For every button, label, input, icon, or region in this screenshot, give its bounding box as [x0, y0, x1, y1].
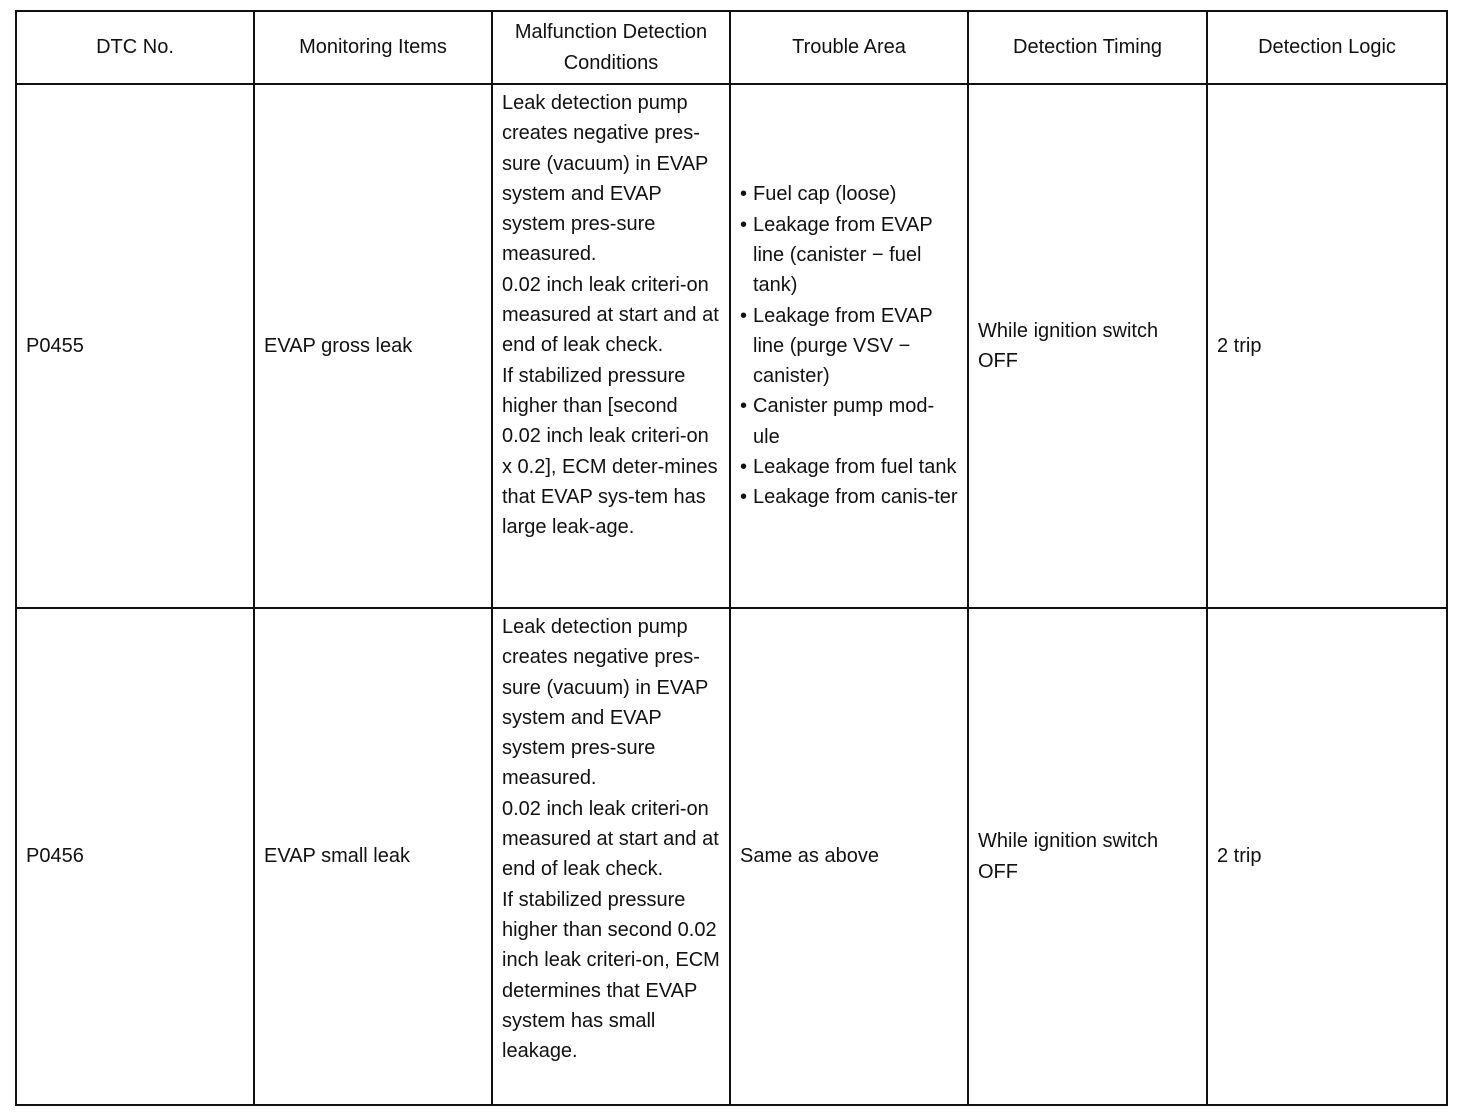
condition-paragraph: If stabilized pressure higher than second 0.02 inch leak criteri-on, ECM determines that EVAP system has small leakage.: [502, 888, 720, 1063]
monitoring-item: EVAP gross leak: [254, 84, 492, 608]
dtc-code: P0455: [16, 84, 254, 608]
bullet-icon: •: [740, 213, 748, 236]
list-item-label: Leakage from EVAP line (canister − fuel tank): [753, 213, 933, 297]
header-trouble: Trouble Area: [730, 11, 968, 84]
list-item: [740, 452, 958, 482]
list-item: [740, 482, 958, 512]
bullet-icon: •: [740, 183, 748, 206]
dtc-code: P0456: [16, 608, 254, 1105]
header-logic: Detection Logic: [1207, 11, 1447, 84]
list-item: [740, 301, 958, 392]
table-row: [16, 608, 1447, 1105]
detection-conditions: [492, 608, 730, 1105]
list-item: [740, 391, 958, 452]
table-row: [16, 84, 1447, 608]
header-dtc: DTC No.: [16, 11, 254, 84]
list-item-label: Leakage from EVAP line (purge VSV − canister): [753, 304, 933, 388]
list-item-label: Leakage from fuel tank: [753, 456, 957, 479]
header-row: [16, 11, 1447, 84]
detection-timing: While ignition switch OFF: [968, 84, 1207, 608]
bullet-icon: •: [740, 456, 748, 479]
list-item: [740, 210, 958, 301]
monitoring-item: EVAP small leak: [254, 608, 492, 1105]
condition-paragraph: 0.02 inch leak criteri-on measured at start and at end of leak check.: [502, 797, 719, 881]
condition-paragraph: 0.02 inch leak criteri-on measured at start and at end of leak check.: [502, 273, 719, 357]
detection-conditions: [492, 84, 730, 608]
list-item-label: Canister pump mod-ule: [753, 395, 935, 448]
detection-timing: While ignition switch OFF: [968, 608, 1207, 1105]
condition-paragraph: Leak detection pump creates negative pres-sure (vacuum) in EVAP system and EVAP system pres-sure measured.: [502, 616, 709, 790]
bullet-icon: •: [740, 395, 748, 418]
trouble-area: Same as above: [730, 608, 968, 1105]
list-item-label: Fuel cap (loose): [753, 183, 897, 206]
detection-logic: 2 trip: [1207, 84, 1447, 608]
condition-paragraph: If stabilized pressure higher than [second 0.02 inch leak criteri-on x 0.2], ECM deter-mines that EVAP sys-tem has large leak-age.: [502, 364, 718, 539]
list-item: [740, 179, 958, 209]
list-item-label: Leakage from canis-ter: [753, 486, 958, 509]
header-timing: Detection Timing: [968, 11, 1207, 84]
condition-paragraph: Leak detection pump creates negative pres-sure (vacuum) in EVAP system and EVAP system pres-sure measured.: [502, 92, 709, 266]
bullet-icon: •: [740, 486, 748, 509]
header-monitoring: Monitoring Items: [254, 11, 492, 84]
bullet-icon: •: [740, 304, 748, 327]
trouble-area-list: [740, 179, 958, 512]
trouble-area: [730, 84, 968, 608]
detection-logic: 2 trip: [1207, 608, 1447, 1105]
header-conditions: Malfunction Detection Conditions: [492, 11, 730, 84]
dtc-table: [15, 10, 1448, 1106]
